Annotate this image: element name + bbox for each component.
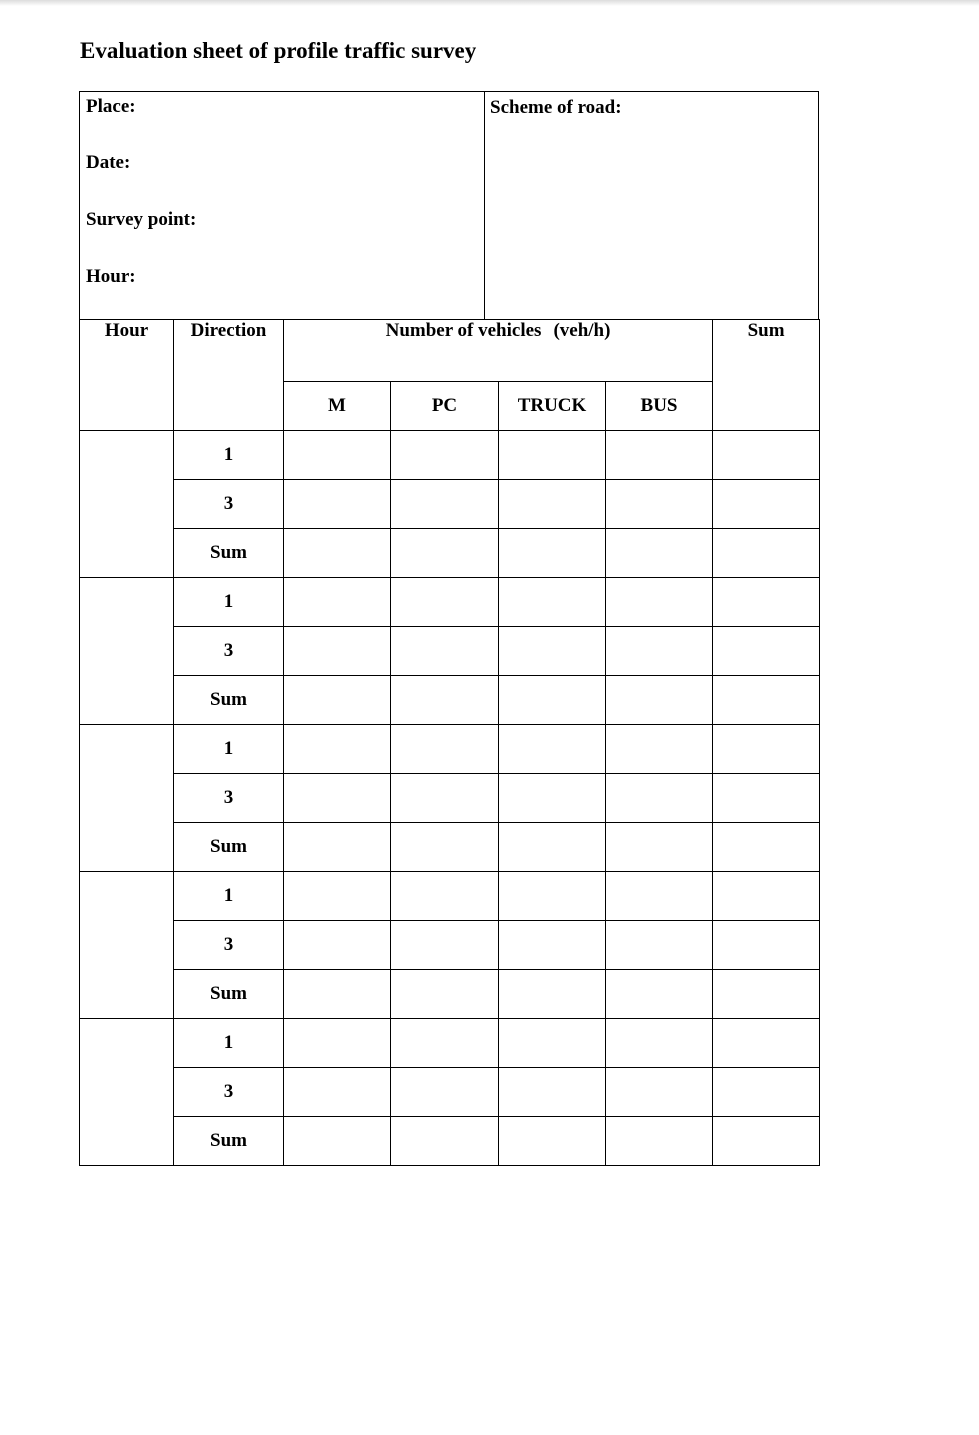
traffic-survey-table <box>79 319 820 1166</box>
table-row <box>80 529 820 578</box>
count-cell-truck[interactable] <box>499 970 606 1019</box>
table-row <box>80 676 820 725</box>
count-cell-bus[interactable] <box>606 1019 713 1068</box>
sum-column-header: Sum <box>713 320 820 431</box>
table-header <box>80 320 820 431</box>
table-row <box>80 774 820 823</box>
hour-cell[interactable] <box>80 725 174 872</box>
count-cell-pc[interactable] <box>391 823 499 872</box>
count-cell-m[interactable] <box>284 480 391 529</box>
count-cell-bus[interactable] <box>606 1068 713 1117</box>
table-row <box>80 725 820 774</box>
count-cell-bus[interactable] <box>606 970 713 1019</box>
count-cell-pc[interactable] <box>391 1019 499 1068</box>
count-cell-truck[interactable] <box>499 480 606 529</box>
count-cell-pc[interactable] <box>391 921 499 970</box>
row-sum-cell[interactable] <box>713 1117 820 1166</box>
count-cell-bus[interactable] <box>606 529 713 578</box>
count-cell-bus[interactable] <box>606 627 713 676</box>
count-cell-truck[interactable] <box>499 774 606 823</box>
survey-info-box <box>79 91 819 320</box>
direction-cell: Sum <box>174 823 284 872</box>
row-sum-cell[interactable] <box>713 1068 820 1117</box>
count-cell-m[interactable] <box>284 578 391 627</box>
table-body <box>80 431 820 1166</box>
count-cell-pc[interactable] <box>391 676 499 725</box>
count-cell-truck[interactable] <box>499 431 606 480</box>
hour-cell[interactable] <box>80 431 174 578</box>
count-cell-m[interactable] <box>284 1117 391 1166</box>
date-field-label: Date: <box>86 152 131 173</box>
count-cell-pc[interactable] <box>391 431 499 480</box>
count-cell-m[interactable] <box>284 676 391 725</box>
scheme-of-road-label: Scheme of road: <box>490 97 622 118</box>
table-row <box>80 970 820 1019</box>
table-row <box>80 431 820 480</box>
row-sum-cell[interactable] <box>713 970 820 1019</box>
page-top-shadow <box>0 0 979 6</box>
vehicle-count-label: Number of vehicles <box>385 320 542 341</box>
count-cell-m[interactable] <box>284 774 391 823</box>
row-sum-cell[interactable] <box>713 578 820 627</box>
row-sum-cell[interactable] <box>713 921 820 970</box>
count-cell-bus[interactable] <box>606 578 713 627</box>
vehicle-type-header-bus: BUS <box>606 382 713 431</box>
direction-cell: Sum <box>174 676 284 725</box>
row-sum-cell[interactable] <box>713 774 820 823</box>
count-cell-pc[interactable] <box>391 1068 499 1117</box>
vehicle-type-header-pc: PC <box>391 382 499 431</box>
direction-cell: 1 <box>174 1019 284 1068</box>
count-cell-m[interactable] <box>284 921 391 970</box>
count-cell-m[interactable] <box>284 823 391 872</box>
count-cell-bus[interactable] <box>606 725 713 774</box>
vehicle-type-header-m: M <box>284 382 391 431</box>
direction-cell: Sum <box>174 1117 284 1166</box>
hour-cell[interactable] <box>80 578 174 725</box>
page-title: Evaluation sheet of profile traffic survey <box>80 38 477 63</box>
row-sum-cell[interactable] <box>713 1019 820 1068</box>
count-cell-bus[interactable] <box>606 480 713 529</box>
count-cell-truck[interactable] <box>499 921 606 970</box>
row-sum-cell[interactable] <box>713 725 820 774</box>
vehicle-type-header-truck: TRUCK <box>499 382 606 431</box>
count-cell-bus[interactable] <box>606 774 713 823</box>
count-cell-m[interactable] <box>284 627 391 676</box>
row-sum-cell[interactable] <box>713 431 820 480</box>
count-cell-bus[interactable] <box>606 921 713 970</box>
count-cell-m[interactable] <box>284 431 391 480</box>
table-row <box>80 627 820 676</box>
count-cell-bus[interactable] <box>606 676 713 725</box>
row-sum-cell[interactable] <box>713 823 820 872</box>
direction-cell: 3 <box>174 480 284 529</box>
count-cell-pc[interactable] <box>391 872 499 921</box>
count-cell-m[interactable] <box>284 872 391 921</box>
hour-field-label: Hour: <box>86 266 136 287</box>
hour-cell[interactable] <box>80 872 174 1019</box>
count-cell-pc[interactable] <box>391 627 499 676</box>
count-cell-m[interactable] <box>284 529 391 578</box>
hour-column-header: Hour <box>80 320 174 431</box>
count-cell-pc[interactable] <box>391 578 499 627</box>
count-cell-bus[interactable] <box>606 872 713 921</box>
direction-cell: 3 <box>174 921 284 970</box>
vehicle-count-unit: (veh/h) <box>553 320 611 341</box>
survey-point-field-label: Survey point: <box>86 209 197 230</box>
count-cell-truck[interactable] <box>499 823 606 872</box>
count-cell-truck[interactable] <box>499 872 606 921</box>
count-cell-pc[interactable] <box>391 774 499 823</box>
row-sum-cell[interactable] <box>713 872 820 921</box>
count-cell-truck[interactable] <box>499 627 606 676</box>
direction-cell: 3 <box>174 774 284 823</box>
row-sum-cell[interactable] <box>713 676 820 725</box>
count-cell-bus[interactable] <box>606 431 713 480</box>
count-cell-pc[interactable] <box>391 529 499 578</box>
count-cell-m[interactable] <box>284 1068 391 1117</box>
table-row <box>80 872 820 921</box>
table-row <box>80 480 820 529</box>
table-row <box>80 921 820 970</box>
count-cell-pc[interactable] <box>391 970 499 1019</box>
count-cell-bus[interactable] <box>606 1117 713 1166</box>
count-cell-bus[interactable] <box>606 823 713 872</box>
count-cell-m[interactable] <box>284 1019 391 1068</box>
count-cell-truck[interactable] <box>499 1117 606 1166</box>
direction-cell: 3 <box>174 1068 284 1117</box>
row-sum-cell[interactable] <box>713 480 820 529</box>
direction-cell: 1 <box>174 578 284 627</box>
count-cell-truck[interactable] <box>499 1019 606 1068</box>
direction-cell: Sum <box>174 970 284 1019</box>
row-sum-cell[interactable] <box>713 529 820 578</box>
count-cell-pc[interactable] <box>391 1117 499 1166</box>
count-cell-truck[interactable] <box>499 1068 606 1117</box>
count-cell-truck[interactable] <box>499 529 606 578</box>
count-cell-m[interactable] <box>284 725 391 774</box>
place-field-label: Place: <box>86 96 136 117</box>
table-row <box>80 1117 820 1166</box>
count-cell-truck[interactable] <box>499 725 606 774</box>
header-row-top <box>80 320 820 382</box>
direction-cell: 1 <box>174 431 284 480</box>
table-row <box>80 578 820 627</box>
hour-cell[interactable] <box>80 1019 174 1166</box>
count-cell-pc[interactable] <box>391 480 499 529</box>
row-sum-cell[interactable] <box>713 627 820 676</box>
table-row <box>80 1019 820 1068</box>
direction-cell: Sum <box>174 529 284 578</box>
table-row <box>80 823 820 872</box>
direction-cell: 1 <box>174 872 284 921</box>
count-cell-m[interactable] <box>284 970 391 1019</box>
vehicle-count-group-header <box>284 320 713 382</box>
survey-details-panel <box>80 92 485 320</box>
count-cell-truck[interactable] <box>499 578 606 627</box>
count-cell-pc[interactable] <box>391 725 499 774</box>
table-row <box>80 1068 820 1117</box>
direction-cell: 1 <box>174 725 284 774</box>
direction-column-header: Direction <box>174 320 284 431</box>
count-cell-truck[interactable] <box>499 676 606 725</box>
direction-cell: 3 <box>174 627 284 676</box>
